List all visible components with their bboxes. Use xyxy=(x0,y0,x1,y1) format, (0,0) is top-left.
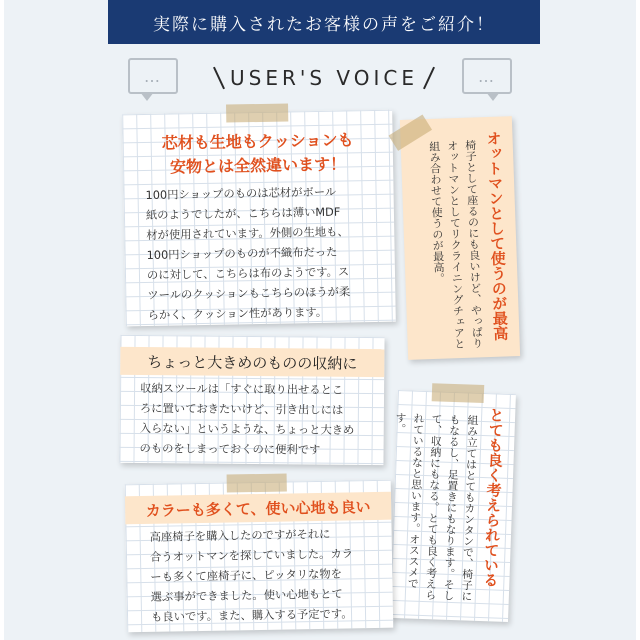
review-5-line: ーも多くて座椅子に、ピッタリな物を xyxy=(150,567,343,584)
review-3-line: 入らない」というような、ちょっと大きめ xyxy=(139,422,355,437)
review-1-body xyxy=(145,182,379,326)
bubble-dots-left: … xyxy=(144,66,162,86)
speech-bubble-icon-right xyxy=(462,58,512,94)
review-3-title: ちょっと大きめのものの収納に xyxy=(120,347,384,377)
review-1-line: らかく、クッション性があります。 xyxy=(147,305,328,322)
speech-bubble-icon-left xyxy=(128,58,178,94)
review-1-line: のに対して、こちらは布のようです。ス xyxy=(146,265,350,282)
review-card-3 xyxy=(119,335,384,465)
review-1-title-line: 芯材も生地もクッションも xyxy=(161,130,354,153)
review-5-line: 高座椅子を購入したのですがそれに xyxy=(149,527,331,544)
review-5-line: 選ぶ事ができました。使い心地もとて xyxy=(150,587,343,604)
review-5-title: カラーも多くて、使い心地も良い xyxy=(125,492,391,525)
review-1-title-line: 安物とは全然違います！ xyxy=(169,154,347,177)
review-1-line: 100円ショップのものは芯材がボール xyxy=(145,185,337,202)
review-5-line: も良いです。また、購入する予定です。 xyxy=(150,607,353,624)
review-3-line: 収納スツールは「すぐに取り出せるとこ xyxy=(140,382,344,397)
review-card-4 xyxy=(390,390,516,622)
tape-strip xyxy=(226,103,288,122)
reviews-canvas xyxy=(4,0,636,640)
review-1-line: 100円ショップのものが不織布だった xyxy=(146,245,338,262)
tape-strip xyxy=(432,383,485,403)
section-title: USER'S VOICE xyxy=(230,66,418,90)
review-3-body xyxy=(139,379,368,461)
review-2-title: オットマンとして使うのが最高 xyxy=(484,130,510,341)
review-3-line: ろに置いておきたいけど、引き出しには xyxy=(139,402,344,417)
header-banner xyxy=(108,0,540,44)
review-2-body: 椅子として座るのにも良いけど、やっぱりオットマンとしてリクライニングチェアと組み合わせて使うのが最高。 xyxy=(427,139,484,350)
review-4-title: とても良く考えられている xyxy=(481,407,506,588)
review-3-line: のものをしまっておくのに便利です xyxy=(139,442,321,457)
review-1-line: 紙のようでしたが、こちらは薄いMDF xyxy=(145,205,341,222)
review-card-1 xyxy=(122,110,396,327)
header-title: 実際に購入されたお客様の声をご紹介！ xyxy=(153,14,495,35)
review-5-body xyxy=(149,524,375,628)
tape-strip xyxy=(227,474,287,493)
bubble-dots-right: … xyxy=(478,66,496,86)
review-card-5 xyxy=(125,480,394,633)
review-card-2 xyxy=(400,116,520,360)
review-4-body: 組み立てはとてもカンタンで、椅子にもなるし、足置きにもなります。そして、収納にもなる。とても良く考えられているなと思います。オススメです。 xyxy=(393,411,480,602)
review-1-title xyxy=(122,128,393,181)
review-5-line: 合うオットマンを探していました。カラ xyxy=(149,547,354,564)
review-1-line: ツールのクッションもこちらのほうが柔 xyxy=(147,285,351,302)
review-1-line: 材が使用されています。外側の生地も、 xyxy=(146,225,349,242)
